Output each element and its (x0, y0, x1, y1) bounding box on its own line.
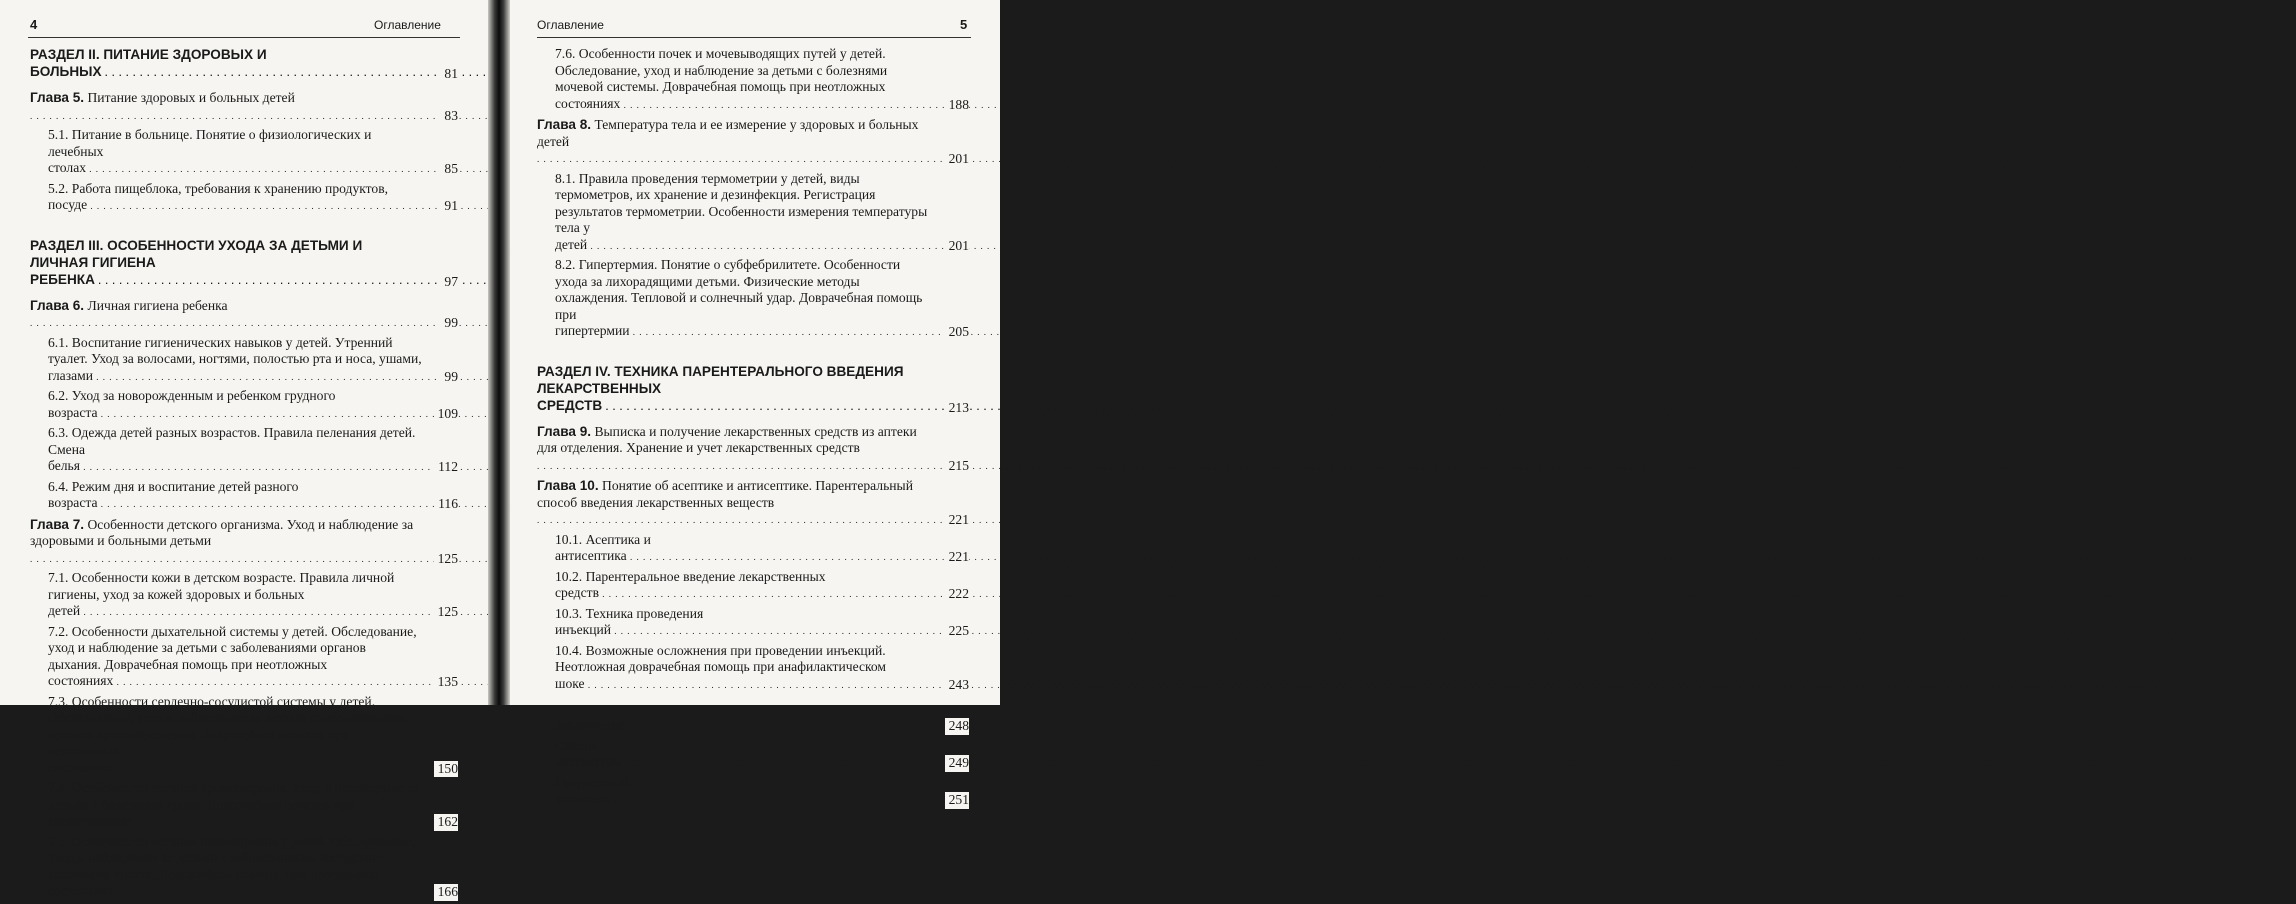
subsection-title: 7.2. Особенности дыхательной системы у детей. Обследование, уход и наблюдение за детьми с заболеваниями органов дыхания. Доврачебная помощь при неотложных состояниях . . . (48, 624, 458, 691)
toc-entry-section (537, 363, 969, 416)
subsection-title: 10.2. Парентеральное введение лекарственных средств . . . (555, 569, 969, 603)
section-title: РАЗДЕЛ II. ПИТАНИЕ ЗДОРОВЫХ И БОЛЬНЫХ . . . (30, 46, 458, 82)
running-header (0, 17, 488, 37)
subsection-title: 6.4. Режим дня и воспитание детей разного возраста . . . (48, 479, 458, 513)
subsection-title: 8.1. Правила проведения термометрии у детей, виды термометров, их хранение и дезинфекция. Регистрация результатов термометрии. Особенности измерения температуры тела у детей . . . (555, 171, 969, 255)
page-ref: 112 (434, 459, 458, 476)
toc-entry-sub (48, 780, 458, 831)
page-number: 5 (960, 17, 968, 32)
toc-entry-chapter (30, 517, 458, 568)
subsection-title: 7.4. Особенности органов кроветворения. Уход и наблюдение за детьми с болезнями крови. Доврачебная помощь при кровотечениях . . . (48, 780, 458, 831)
page-ref: 251 (945, 792, 969, 809)
subsection-title: 10.3. Техника проведения инъекций . . . (555, 606, 969, 640)
running-title: Оглавление (537, 18, 604, 32)
page-ref: 166 (434, 884, 458, 901)
backmatter-title: Предметный указатель . . . (555, 775, 969, 809)
toc-list (537, 46, 969, 812)
chapter-title: Выписка и получение лекарственных средств из аптеки для отделения. Хранение и учет лекарственных средств (537, 423, 917, 455)
toc-entry-sub (555, 171, 969, 255)
toc-entry-chapter (30, 298, 458, 332)
toc-entry-section (30, 237, 458, 290)
toc-entry-chapter (537, 117, 969, 168)
page-ref: 85 (440, 161, 458, 178)
subsection-title: 10.4. Возможные осложнения при проведении инъекций. Неотложная доврачебная помощь при анафилактическом шоке . . . (555, 643, 969, 694)
page-ref: 109 (434, 406, 458, 423)
left-page (0, 0, 488, 899)
toc-entry-sub (555, 606, 969, 640)
chapter-label: Глава 6. (30, 297, 85, 313)
page-number: 4 (30, 17, 38, 32)
toc-entry-sub (555, 569, 969, 603)
page-ref: 97 (440, 273, 458, 290)
toc-entry-sub (48, 834, 458, 901)
page-ref: 83 (440, 108, 458, 125)
page-ref: 99 (440, 369, 458, 386)
toc-entry-sub (48, 479, 458, 513)
book-gutter (488, 0, 510, 705)
toc-entry-sub (48, 694, 458, 778)
subsection-title: 10.1. Асептика и антисептика . . . (555, 532, 969, 566)
toc-entry-chapter (537, 424, 969, 475)
page-ref: 225 (945, 623, 969, 640)
chapter-title: Особенности детского организма. Уход и наблюдение за здоровыми и больными детьми (30, 516, 414, 548)
toc-entry-sub (555, 257, 969, 341)
backmatter-title: Заключение . . . (555, 717, 969, 735)
subsection-title: 5.2. Работа пищеблока, требования к хранению продуктов, посуде . . . (48, 181, 458, 215)
toc-entry-section (30, 46, 458, 82)
page-ref: 205 (945, 324, 969, 341)
subsection-title: 5.1. Питание в больнице. Понятие о физиологических и лечебных столах . . . (48, 127, 458, 178)
page-ref: 222 (945, 586, 969, 603)
running-header (510, 17, 1000, 37)
subsection-title: 6.3. Одежда детей разных возрастов. Правила пеленания детей. Смена белья . . . (48, 425, 458, 476)
page-ref: 116 (434, 496, 458, 513)
page-ref: 213 (945, 399, 969, 416)
subsection-title: 6.1. Воспитание гигиенических навыков у детей. Утренний туалет. Уход за волосами, ногтями, полостью рта и носа, ушами, глазами . . . (48, 335, 458, 386)
subsection-title: 7.3. Особенности сердечно-сосудистой системы у детей. Обследование, уход и наблюдение за детьми с заболеваниями органов кровообращения. Доврачебная помощь при неотложных состояниях . . . (48, 694, 458, 778)
chapter-title: Понятие об асептике и антисептике. Парентеральный способ введения лекарственных веществ (537, 478, 913, 510)
toc-entry-sub (555, 532, 969, 566)
chapter-title: Температура тела и ее измерение у здоровых и больных детей (537, 117, 919, 149)
page-ref: 125 (434, 551, 458, 568)
toc-list (30, 46, 458, 904)
header-rule (537, 37, 971, 38)
chapter-title: Личная гигиена ребенка (87, 297, 228, 313)
page-ref: 243 (945, 677, 969, 694)
toc-entry-sub (555, 643, 969, 694)
page-ref: 81 (440, 65, 458, 82)
page-ref: 221 (945, 549, 969, 566)
toc-entry-back (555, 775, 969, 809)
page-ref: 248 (945, 718, 969, 735)
toc-entry-sub (48, 570, 458, 621)
subsection-title: 7.6. Особенности почек и мочевыводящих путей у детей. Обследование, уход и наблюдение за детьми с болезнями мочевой системы. Доврачебная помощь при неотложных состояниях . . . (555, 46, 969, 113)
page-ref: 99 (440, 315, 458, 332)
section-title: РАЗДЕЛ IV. ТЕХНИКА ПАРЕНТЕРАЛЬНОГО ВВЕДЕНИЯ ЛЕКАРСТВЕННЫХ СРЕДСТВ . . . (537, 363, 969, 416)
chapter-label: Глава 10. (537, 478, 599, 493)
page-ref: 135 (434, 674, 458, 691)
page-ref: 91 (440, 198, 458, 215)
page-ref: 215 (945, 458, 969, 475)
chapter-label: Глава 5. (30, 90, 85, 105)
chapter-title: Питание здоровых и больных детей (87, 90, 295, 105)
header-rule (28, 37, 460, 38)
page-ref: 201 (945, 238, 969, 255)
right-page (510, 0, 1000, 807)
chapter-label: Глава 7. (30, 516, 85, 532)
page-ref: 188 (945, 97, 969, 114)
chapter-label: Глава 8. (537, 117, 592, 132)
subsection-title: 8.2. Гипертермия. Понятие о субфебрилитете. Особенности ухода за лихорадящими детьми. Физические методы охлаждения. Тепловой и солнечный удар. Доврачебная помощь при гипертермии . . . (555, 257, 969, 341)
toc-entry-sub (48, 181, 458, 215)
toc-entry-chapter (537, 478, 969, 529)
toc-entry-back (555, 717, 969, 735)
page-ref: 249 (945, 755, 969, 772)
page-ref: 125 (434, 604, 458, 621)
subsection-title: 7.1. Особенности кожи в детском возрасте. Правила личной гигиены, уход за кожей здоровых и больных детей . . . (48, 570, 458, 621)
toc-entry-back (555, 738, 969, 772)
toc-entry-sub (48, 335, 458, 386)
running-title: Оглавление (374, 18, 441, 32)
toc-entry-sub (48, 624, 458, 691)
toc-entry-sub (555, 46, 969, 113)
toc-entry-sub (48, 425, 458, 476)
page-ref: 201 (945, 151, 969, 168)
chapter-label: Глава 9. (537, 423, 592, 439)
toc-entry-sub (48, 388, 458, 422)
page-ref: 162 (434, 814, 458, 831)
subsection-title: 7.5. Особенности органов пищеварения у детей. Обследование, уход и наблюдение за детьми с заболеваниями желудочно-кишечного тракта. Доврачебная помощь при неотложных состояниях . . . (48, 834, 458, 901)
backmatter-title: Список литературы . . . (555, 738, 969, 772)
toc-entry-sub (48, 127, 458, 178)
section-title: РАЗДЕЛ III. ОСОБЕННОСТИ УХОДА ЗА ДЕТЬМИ И ЛИЧНАЯ ГИГИЕНА РЕБЕНКА . . . (30, 237, 458, 290)
page-ref: 221 (945, 512, 969, 529)
subsection-title: 6.2. Уход за новорожденным и ребенком грудного возраста . . . (48, 388, 458, 422)
page-ref: 150 (434, 761, 458, 778)
toc-entry-chapter (30, 90, 458, 124)
